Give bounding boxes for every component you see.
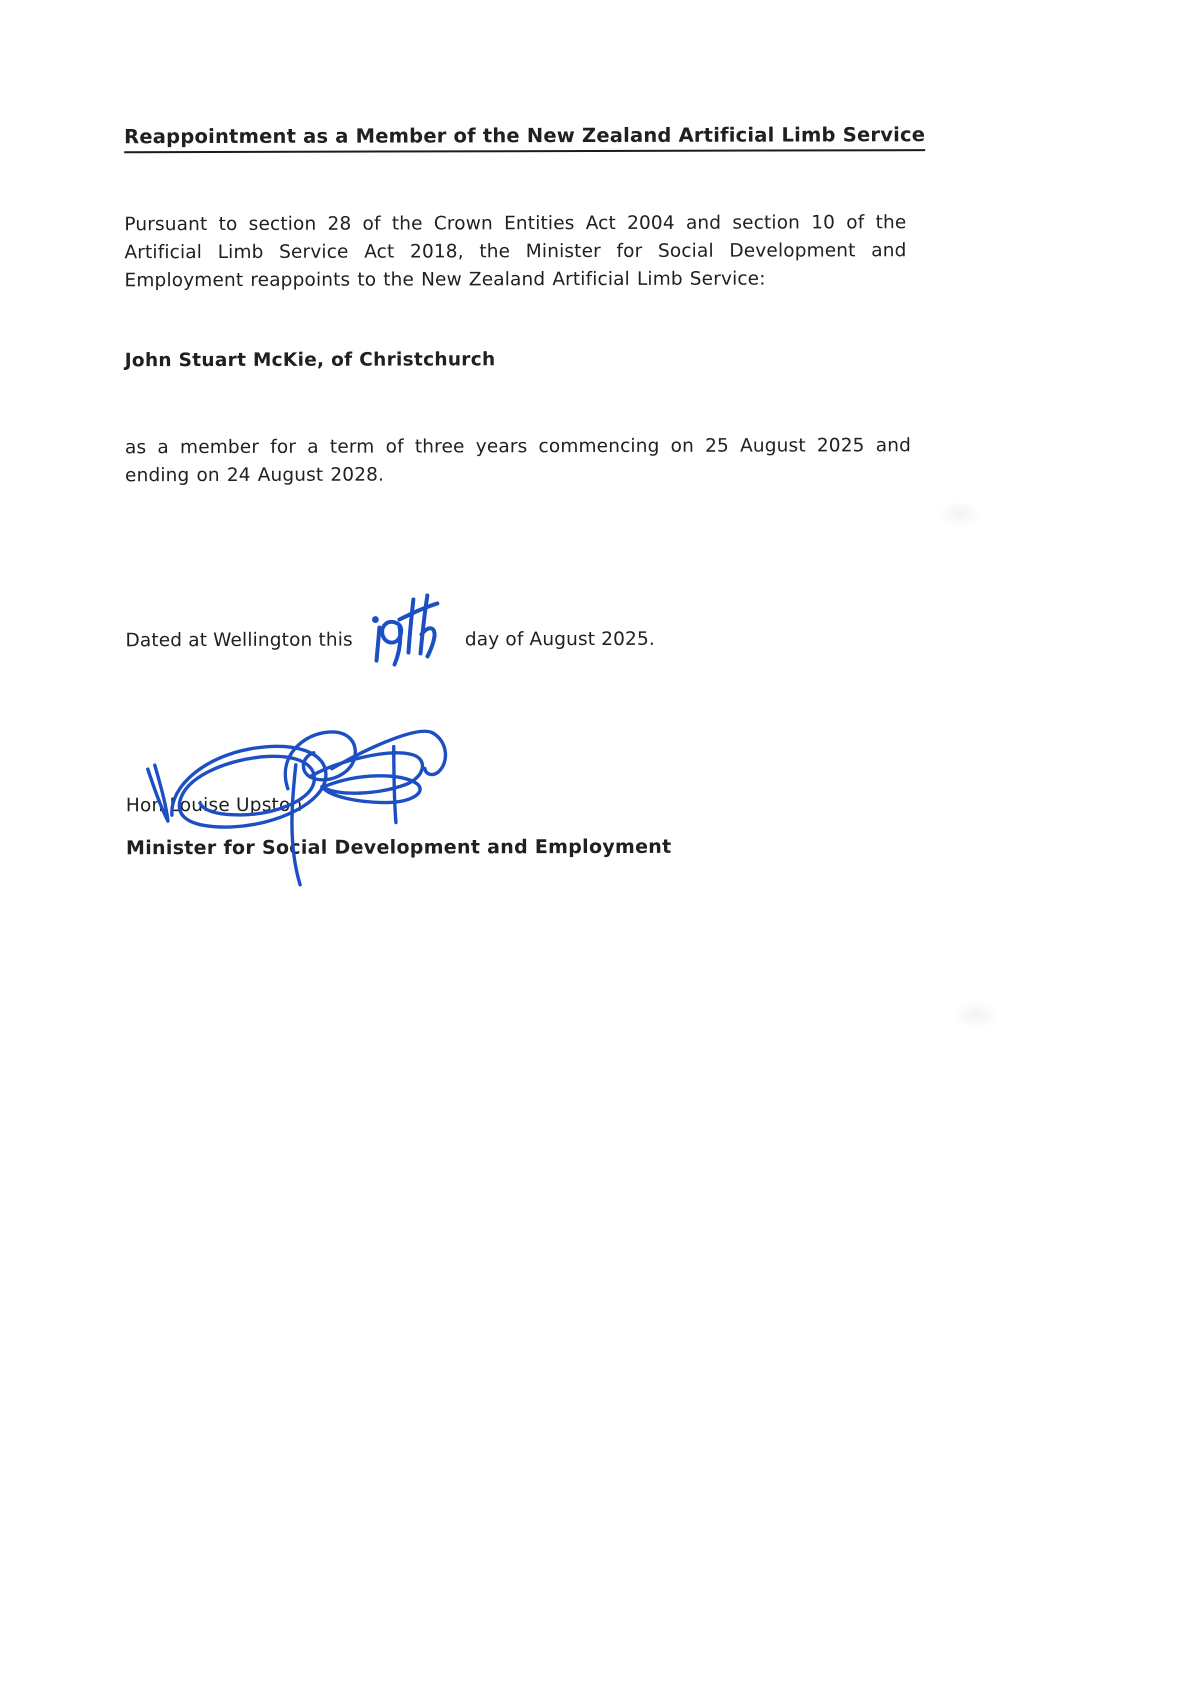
dated-line-suffix: day of August 2025. [464,628,655,651]
signatory-name: Hon Louise Upston [125,794,303,817]
signature-ink [126,664,463,897]
pursuant-paragraph: Pursuant to section 28 of the Crown Entities Act 2004 and section 10 of the Artificial Limb Service Act 2018, the Minister for Social Development and Employment reappoints to the New Zealand Artificial Limb Service: [124,212,907,292]
handwritten-day-ink [367,592,451,670]
term-paragraph: as a member for a term of three years commencing on 25 August 2025 and ending on 24 August 2028. [124,435,911,487]
document-title-text: Reappointment as a Member of the New Zealand Artificial Limb Service [124,123,925,153]
handwritten-dot [372,616,379,623]
dated-line [125,626,655,655]
appointee-name: John Stuart McKie, of Christchurch [124,349,496,372]
dated-line-prefix: Dated at Wellington this [125,629,353,652]
scan-smudge [952,1001,1000,1029]
document-title [124,123,925,148]
handwritten-day [359,626,459,654]
signatory-title: Minister for Social Development and Employment [125,835,672,860]
scan-smudge [937,501,981,527]
